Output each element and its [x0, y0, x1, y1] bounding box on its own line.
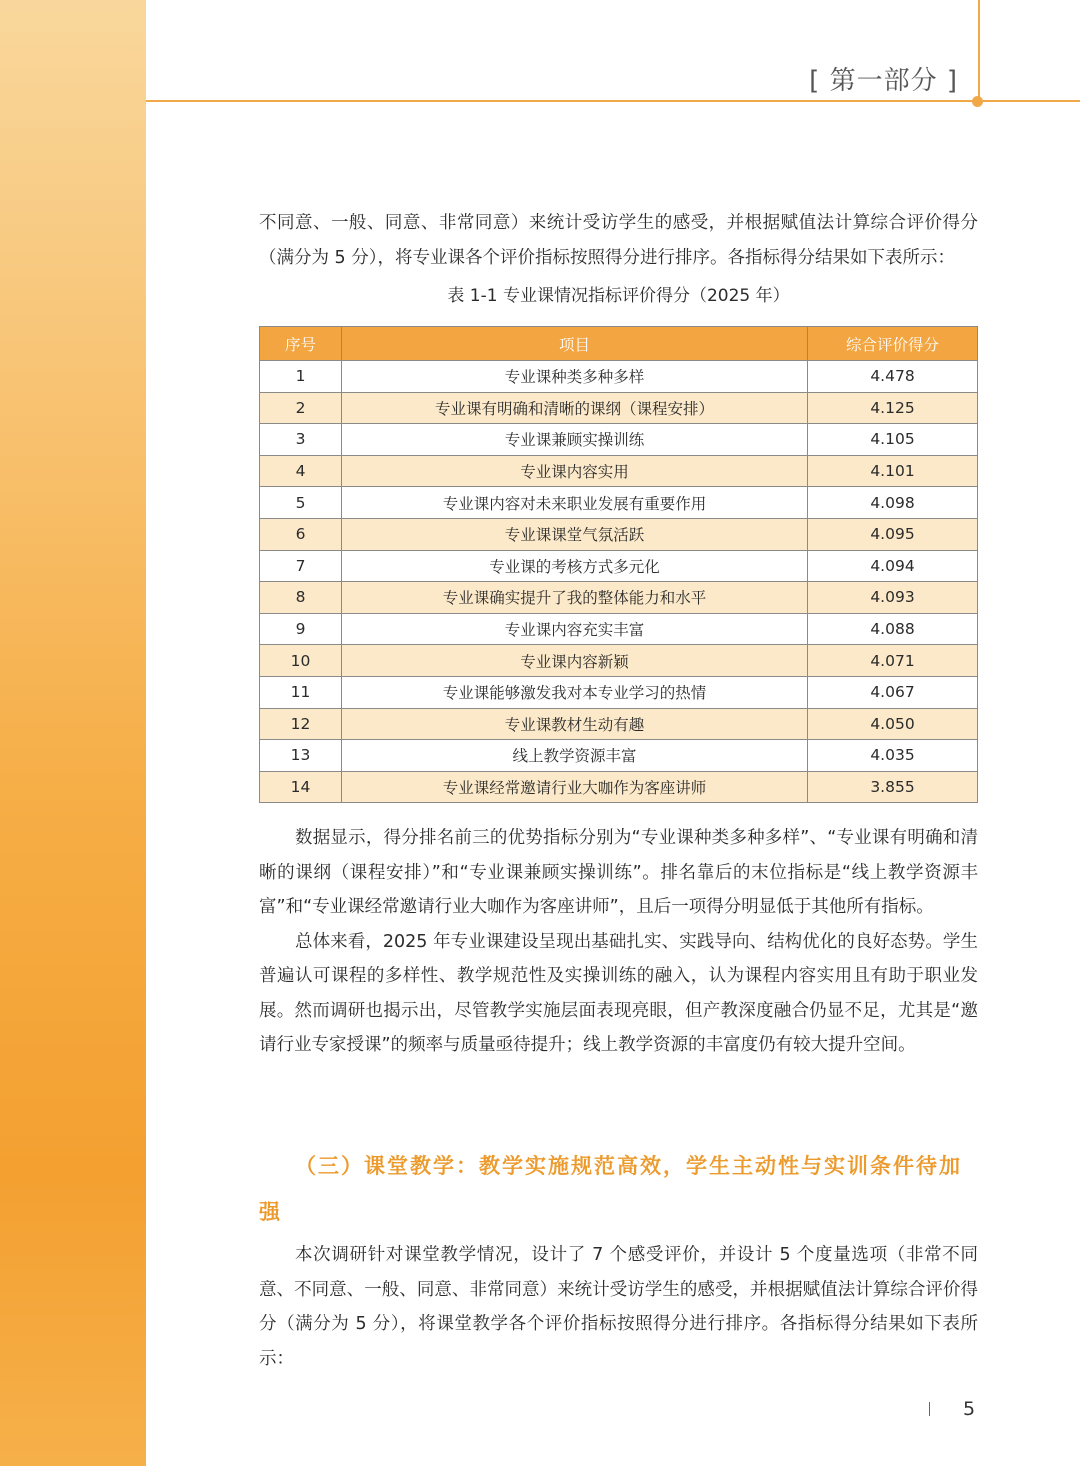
- row-index: 11: [260, 676, 342, 708]
- table-row: [260, 424, 978, 456]
- row-index: 8: [260, 582, 342, 614]
- row-item: 专业课有明确和清晰的课纲（课程安排）: [342, 392, 808, 424]
- header-index: 序号: [260, 327, 342, 361]
- analysis-paragraph-2: 总体来看，2025 年专业课建设呈现出基础扎实、实践导向、结构优化的良好态势。学生普遍认可课程的多样性、教学规范性及实操训练的融入，认为课程内容实用且有助于职业发展。然而调研也揭示出，尽管教学实施层面表现亮眼，但产教深度融合仍显不足，尤其是“邀请行业专家授课”的频率与质量亟待提升；线上教学资源的丰富度仍有较大提升空间。: [259, 931, 978, 1055]
- row-index: 9: [260, 613, 342, 645]
- header-rule: [146, 100, 1080, 102]
- closing-paragraph: 本次调研针对课堂教学情况，设计了 7 个感受评价，并设计 5 个度量选项（非常不同意、不同意、一般、同意、非常同意）来统计受访学生的感受，并根据赋值法计算综合评价得分（满分为 5 分），将课堂教学各个评价指标按照得分进行排序。各指标得分结果如下表所示：: [259, 1245, 978, 1369]
- table-row: [260, 487, 978, 519]
- row-item: 专业课种类多种多样: [342, 361, 808, 393]
- row-item: 专业课内容充实丰富: [342, 613, 808, 645]
- table-row: [260, 455, 978, 487]
- row-score: 4.098: [808, 487, 978, 519]
- row-index: 13: [260, 740, 342, 772]
- analysis-block: [259, 821, 978, 1063]
- section-label: [ 第一部分 ]: [809, 66, 958, 96]
- table-row: [260, 676, 978, 708]
- header-item: 项目: [342, 327, 808, 361]
- page-number: 5: [963, 1398, 976, 1420]
- row-index: 10: [260, 645, 342, 677]
- table-caption: 表 1-1 专业课情况指标评价得分（2025 年）: [447, 286, 790, 306]
- table-row: [260, 740, 978, 772]
- row-item: 专业课兼顾实操训练: [342, 424, 808, 456]
- row-score: 4.035: [808, 740, 978, 772]
- row-score: 4.071: [808, 645, 978, 677]
- header-vertical-rule: [978, 0, 980, 102]
- intro-block: [259, 206, 978, 275]
- row-item: 专业课课堂气氛活跃: [342, 518, 808, 550]
- row-index: 7: [260, 550, 342, 582]
- table-row: [260, 582, 978, 614]
- row-score: 3.855: [808, 771, 978, 803]
- row-score: 4.093: [808, 582, 978, 614]
- row-index: 1: [260, 361, 342, 393]
- table-row: [260, 550, 978, 582]
- row-item: 专业课内容对未来职业发展有重要作用: [342, 487, 808, 519]
- row-item: 专业课的考核方式多元化: [342, 550, 808, 582]
- row-index: 12: [260, 708, 342, 740]
- scores-table: [259, 326, 978, 803]
- row-score: 4.125: [808, 392, 978, 424]
- table-row: [260, 613, 978, 645]
- row-score: 4.095: [808, 518, 978, 550]
- table-row: [260, 361, 978, 393]
- row-item: 专业课教材生动有趣: [342, 708, 808, 740]
- row-score: 4.101: [808, 455, 978, 487]
- row-score: 4.067: [808, 676, 978, 708]
- row-index: 2: [260, 392, 342, 424]
- row-score: 4.094: [808, 550, 978, 582]
- row-item: 专业课内容新颖: [342, 645, 808, 677]
- row-item: 专业课确实提升了我的整体能力和水平: [342, 582, 808, 614]
- header-score: 综合评价得分: [808, 327, 978, 361]
- row-item: 专业课内容实用: [342, 455, 808, 487]
- table-header-row: [260, 327, 978, 361]
- page-number-separator: [929, 1402, 930, 1416]
- left-decorative-band: [0, 0, 146, 1466]
- closing-block: [259, 1238, 978, 1376]
- analysis-paragraph-1: 数据显示，得分排名前三的优势指标分别为“专业课种类多种多样”、“专业课有明确和清晰的课纲（课程安排）”和“专业课兼顾实操训练”。排名靠后的末位指标是“线上教学资源丰富”和“专业课经常邀请行业大咖作为客座讲师”，且后一项得分明显低于其他所有指标。: [259, 828, 978, 917]
- row-score: 4.050: [808, 708, 978, 740]
- table-row: [260, 708, 978, 740]
- table-row: [260, 771, 978, 803]
- row-score: 4.088: [808, 613, 978, 645]
- row-index: 4: [260, 455, 342, 487]
- row-score: 4.105: [808, 424, 978, 456]
- section-heading: （三）课堂教学：教学实施规范高效，学生主动性与实训条件待加强: [259, 1154, 962, 1224]
- table-row: [260, 392, 978, 424]
- intro-paragraph: 不同意、一般、同意、非常同意）来统计受访学生的感受，并根据赋值法计算综合评价得分（满分为 5 分），将专业课各个评价指标按照得分进行排序。各指标得分结果如下表所示：: [259, 213, 978, 268]
- table-row: [260, 518, 978, 550]
- row-item: 专业课能够激发我对本专业学习的热情: [342, 676, 808, 708]
- row-item: 专业课经常邀请行业大咖作为客座讲师: [342, 771, 808, 803]
- row-item: 线上教学资源丰富: [342, 740, 808, 772]
- row-index: 14: [260, 771, 342, 803]
- row-index: 3: [260, 424, 342, 456]
- row-score: 4.478: [808, 361, 978, 393]
- row-index: 6: [260, 518, 342, 550]
- header-dot: [972, 96, 983, 107]
- table-row: [260, 645, 978, 677]
- row-index: 5: [260, 487, 342, 519]
